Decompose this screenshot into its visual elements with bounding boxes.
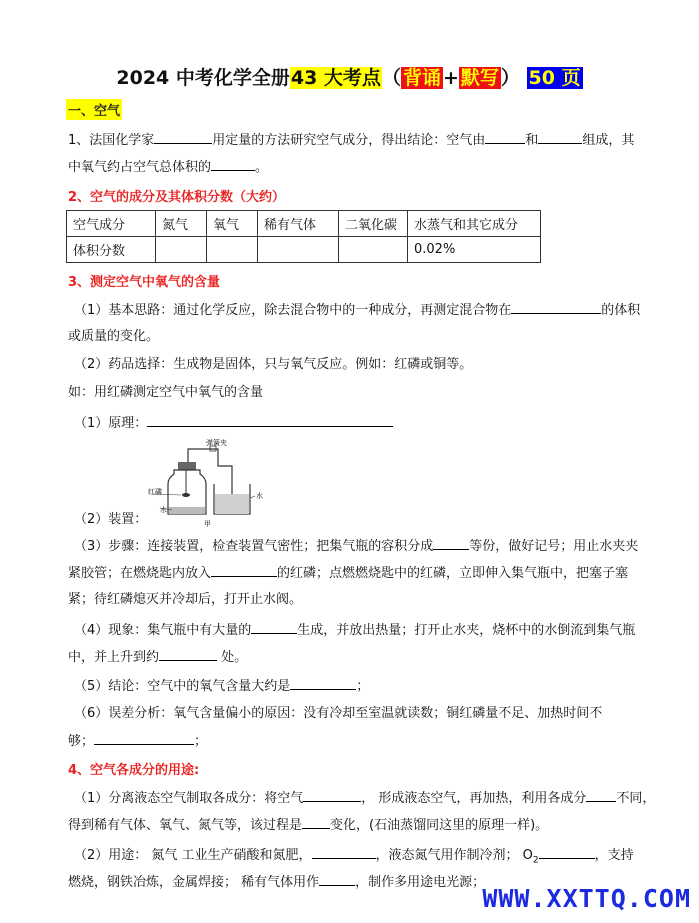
table-cell: 体积分数 [67, 237, 156, 263]
figure-caption: 甲 [204, 520, 211, 528]
error-analysis-line-2 [68, 731, 207, 752]
subsection-heading-uses: 4、空气各成分的用途: [68, 763, 200, 778]
air-composition-table [66, 210, 541, 263]
measure-idea-text: （1）基本思路：通过化学反应，除去混合物中的一种成分，再测定混合物在 [74, 303, 512, 318]
clamp-label: 弹簧夹 [206, 439, 227, 447]
error-analysis-text: 够； [68, 734, 95, 749]
question-1-line-2 [68, 157, 268, 178]
table-cell [258, 237, 339, 263]
label-pointer [250, 496, 255, 498]
blank [586, 788, 616, 802]
uses-text-c: 不同， [616, 791, 656, 806]
error-analysis-end: ； [194, 734, 208, 749]
table-cell: 稀有气体 [258, 211, 339, 237]
steps-text-b: 等份，做好记号；用止水夹夹 [469, 539, 639, 554]
blank [290, 676, 356, 690]
subsection-heading-composition: 2、空气的成分及其体积分数（大约） [68, 190, 286, 205]
uses-application-line-2 [68, 872, 485, 893]
phenomenon-text-c: 中，并上升到约 [68, 650, 160, 665]
question-1-line-1 [68, 130, 634, 151]
blank [538, 130, 582, 144]
steps-line-3: 紧；待红磷熄灭并冷却后，打开止水阀。 [68, 592, 303, 607]
uses-application-line-1 [74, 845, 634, 871]
q1-text-f: 。 [255, 160, 269, 175]
blank [539, 845, 595, 859]
bottle-water [169, 507, 205, 514]
blank [94, 731, 194, 745]
title-prefix: 2024 中考化学全册 [116, 67, 290, 89]
principle-line [74, 413, 393, 434]
uses-text-d: 得到稀有气体、氧气、氮气等，该过程是 [68, 818, 303, 833]
blank [159, 647, 217, 661]
steps-text-d: 的红磷；点燃燃烧匙中的红磷，立即伸入集气瓶中，把塞子塞 [277, 566, 629, 581]
uses-text-i: 燃烧，钢铁冶炼，金属焊接； 稀有气体用作 [68, 875, 320, 890]
oxygen-subscript: 2 [532, 855, 539, 866]
table-row [67, 237, 541, 263]
conclusion-text: （5）结论：空气中的氧气含量大约是 [74, 679, 291, 694]
site-watermark: WWW.XXTTQ.COM [482, 884, 691, 913]
steps-line-2 [68, 563, 628, 584]
blank [511, 300, 601, 314]
q1-text-c: 和 [525, 133, 539, 148]
blank [433, 536, 469, 550]
blank [251, 620, 297, 634]
title-recite-tag: 背诵 [402, 67, 441, 89]
steps-line-1 [74, 536, 638, 557]
blank [319, 872, 355, 886]
table-cell [339, 237, 408, 263]
blank [147, 413, 393, 427]
phenomenon-text-a: （4）现象：集气瓶中有大量的 [74, 623, 252, 638]
table-cell: 氧气 [207, 211, 258, 237]
blank [303, 788, 361, 802]
phosphorus-label: 红磷 [148, 488, 162, 496]
table-row [67, 211, 541, 237]
table-cell [207, 237, 258, 263]
error-analysis-line-1: （6）误差分析：氧气含量偏小的原因：没有冷却至室温就读数；铜红磷量不足、加热时间不 [74, 706, 603, 721]
q1-text-b: 用定量的方法研究空气成分，得出结论：空气由 [212, 133, 486, 148]
uses-text-f: （2）用途： 氮气 工业生产硝酸和氮肥， [74, 848, 312, 863]
title-page-count: 50 页 [528, 67, 581, 89]
phenomenon-text-d: 处。 [217, 650, 248, 665]
water-label-right: 水 [256, 492, 263, 500]
principle-label: （1）原理： [74, 416, 148, 431]
uses-separation-line-1 [74, 788, 655, 809]
uses-text-g: ，液态氮气用作制冷剂； O [375, 848, 533, 863]
uses-text-b: ， 形成液态空气，再加热，利用各成分 [361, 791, 587, 806]
title-paren-open: （ [381, 67, 401, 89]
page-title [0, 64, 699, 92]
table-cell: 水蒸气和其它成分 [408, 211, 541, 237]
table-cell: 空气成分 [67, 211, 156, 237]
red-phosphorus-example: 如：用红磷测定空气中氧气的含量 [68, 385, 264, 400]
phenomenon-text-b: 生成，并放出热量；打开止水夹，烧杯中的水倒流到集气瓶 [297, 623, 636, 638]
apparatus-line: （2）装置： [74, 512, 148, 527]
uses-text-h: ，支持 [594, 848, 634, 863]
phenomenon-line-2 [68, 647, 247, 668]
table-cell: 二氧化碳 [339, 211, 408, 237]
subsection-heading-oxygen-measure: 3、测定空气中氧气的含量 [68, 275, 221, 290]
phosphorus-spoon [182, 493, 190, 497]
blank [211, 563, 277, 577]
table-cell: 氮气 [156, 211, 207, 237]
uses-separation-line-2 [68, 815, 548, 836]
steps-text-c: 紧胶管；在燃烧匙内放入 [68, 566, 212, 581]
phenomenon-line-1 [74, 620, 635, 641]
q1-text-e: 中氧气约占空气总体积的 [68, 160, 212, 175]
measure-idea-line-1 [74, 300, 640, 321]
table-cell [156, 237, 207, 263]
stopper [178, 462, 196, 470]
table-cell: 0.02% [408, 237, 541, 263]
blank [485, 130, 525, 144]
title-topic-count: 43 大考点 [290, 67, 381, 89]
section-heading-air: 一、空气 [66, 99, 122, 120]
uses-text-e: 变化，(石油蒸馏同这里的原理一样)。 [330, 818, 549, 833]
steps-text-a: （3）步骤：连接装置，检查装置气密性；把集气瓶的容积分成 [74, 539, 434, 554]
apparatus-diagram [148, 436, 268, 528]
beaker-water [215, 494, 249, 514]
uses-text-j: ，制作多用途电光源； [355, 875, 486, 890]
title-plus: + [442, 67, 459, 89]
reagent-selection-line: （2）药品选择：生成物是固体，只与氧气反应。例如：红磷或铜等。 [74, 357, 473, 372]
title-paren-close: ） [500, 67, 520, 89]
q1-text-a: 1、法国化学家 [68, 133, 155, 148]
water-label-left: 水 [160, 506, 167, 514]
conclusion-end: ； [356, 679, 370, 694]
measure-idea-text-2: 的体积 [601, 303, 641, 318]
uses-text-a: （1）分离液态空气制取各成分：将空气 [74, 791, 304, 806]
q1-text-d: 组成，其 [582, 133, 635, 148]
title-dictation-tag: 默写 [460, 67, 499, 89]
conclusion-line [74, 676, 369, 697]
blank [312, 845, 376, 859]
blank [302, 815, 330, 829]
blank [154, 130, 212, 144]
blank [211, 157, 255, 171]
measure-idea-line-2: 或质量的变化。 [68, 329, 160, 344]
